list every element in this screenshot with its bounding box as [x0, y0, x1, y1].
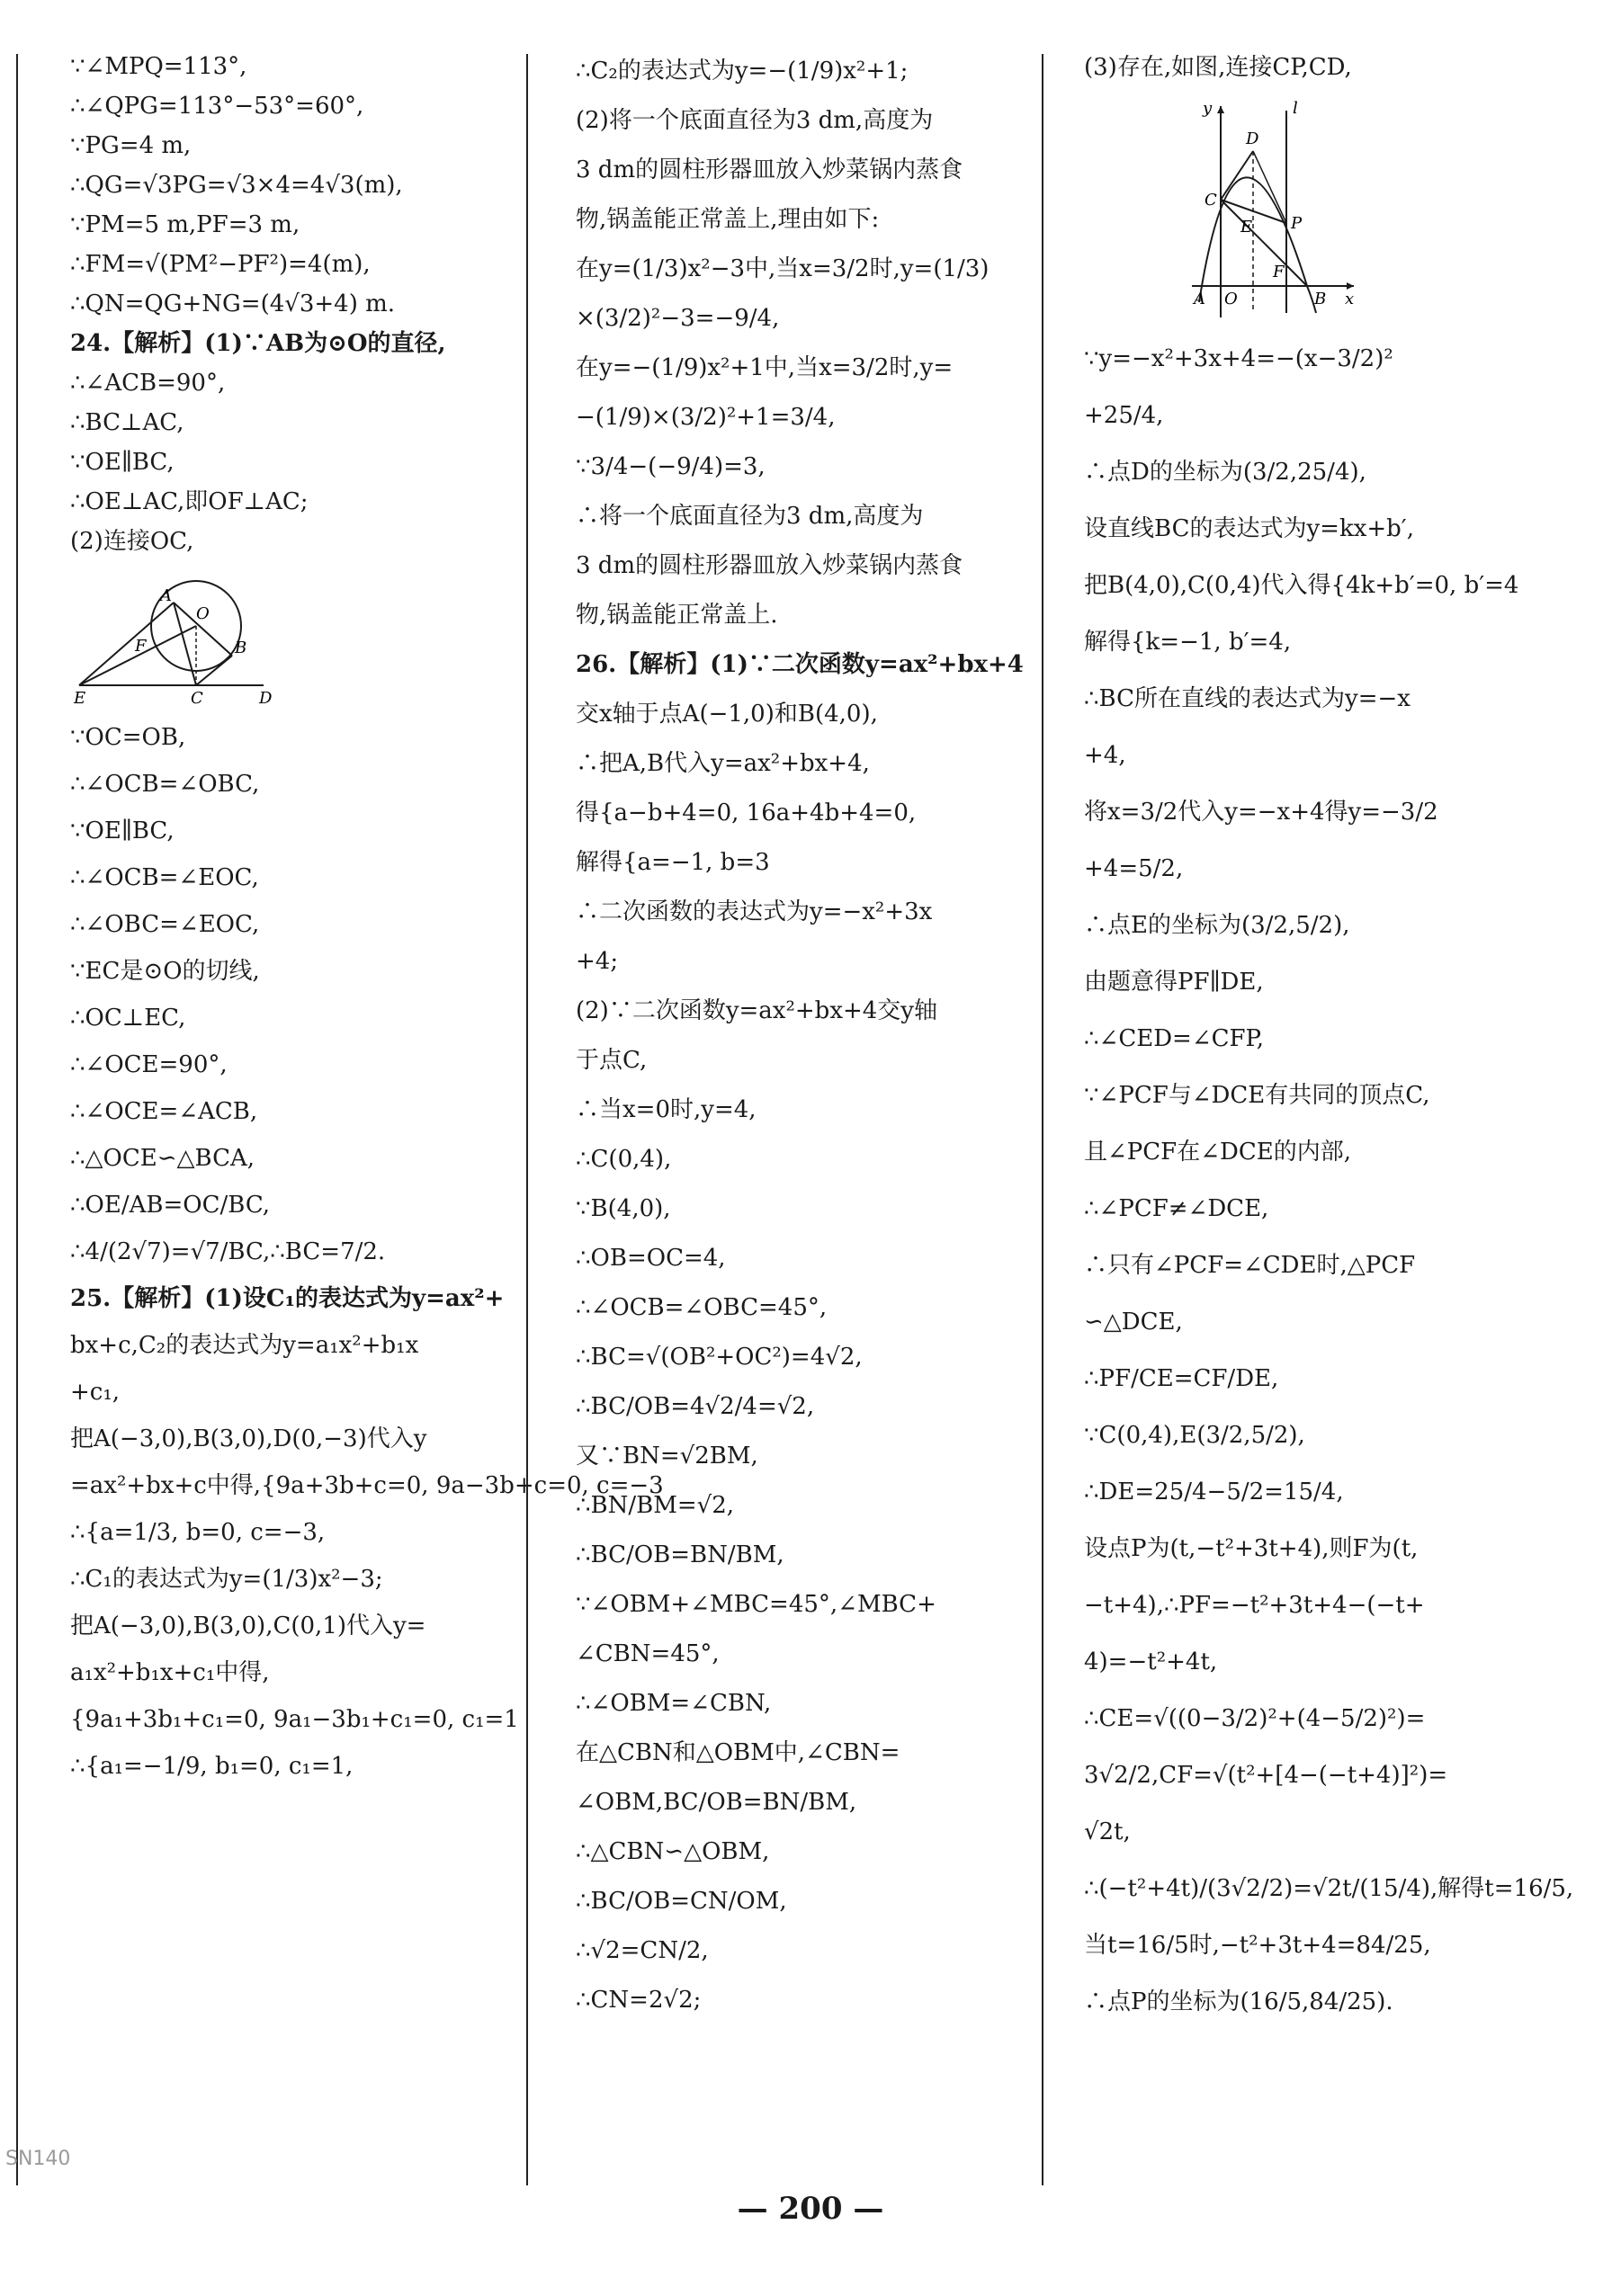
- text-line: +c₁,: [70, 1379, 121, 1406]
- text-line: −(1/9)×(3/2)²+1=3/4,: [576, 404, 836, 431]
- text-line: ∴PF/CE=CF/DE,: [1084, 1365, 1279, 1392]
- label-C: C: [1205, 191, 1217, 210]
- text-line: ∴C(0,4),: [576, 1146, 672, 1173]
- label-C: C: [191, 689, 203, 705]
- text-line: ∵B(4,0),: [576, 1195, 671, 1222]
- text-line: −t+4),∴PF=−t²+3t+4−(−t+: [1084, 1592, 1425, 1619]
- text-line: ∴∠OCB=∠EOC,: [70, 864, 259, 891]
- text-line: 26.【解析】(1)∵二次函数y=ax²+bx+4: [576, 651, 1024, 678]
- label-E: E: [74, 689, 86, 705]
- text-line: 解得{k=−1, b′=4,: [1084, 629, 1292, 656]
- solution-lines-a: [70, 47, 515, 561]
- text-line: 由题意得PF∥DE,: [1084, 969, 1264, 996]
- text-line: 3 dm的圆柱形器皿放入炒菜锅内蒸食: [576, 552, 963, 579]
- text-line: ∴BN/BM=√2,: [576, 1492, 735, 1519]
- text-line: ∴∠OCE=90°,: [70, 1051, 228, 1078]
- text-line: 24.【解析】(1)∵AB为⊙O的直径,: [70, 330, 446, 357]
- label-F: F: [1273, 263, 1285, 281]
- label-B: B: [235, 639, 247, 657]
- circle-tangent-diagram: [70, 570, 286, 705]
- text-line: ∵OC=OB,: [70, 724, 186, 751]
- text-line: ∵OE∥BC,: [70, 449, 175, 476]
- text-line: 于点C,: [576, 1047, 648, 1074]
- text-line: {9a₁+3b₁+c₁=0, 9a₁−3b₁+c₁=0, c₁=1: [70, 1706, 519, 1733]
- text-line: ∴点D的坐标为(3/2,25/4),: [1084, 459, 1366, 486]
- text-line: ∴OE/AB=OC/BC,: [70, 1192, 271, 1219]
- axis-label-x: x: [1345, 290, 1355, 308]
- text-line: 在y=(1/3)x²−3中,当x=3/2时,y=(1/3): [576, 255, 990, 282]
- text-line: ∴∠OBC=∠EOC,: [70, 911, 260, 938]
- text-line: ∴√2=CN/2,: [576, 1937, 709, 1964]
- text-line: 将x=3/2代入y=−x+4得y=−3/2: [1084, 799, 1438, 826]
- label-B: B: [1314, 290, 1327, 308]
- text-line: ×(3/2)²−3=−9/4,: [576, 305, 780, 332]
- text-line: ∴只有∠PCF=∠CDE时,△PCF: [1084, 1252, 1416, 1279]
- text-line: 得{a−b+4=0, 16a+4b+4=0,: [576, 800, 917, 826]
- text-line: 在△CBN和△OBM中,∠CBN=: [576, 1739, 900, 1766]
- text-line: =ax²+bx+c中得,{9a+3b+c=0, 9a−3b+c=0, c=−3: [70, 1472, 664, 1499]
- text-line: ∴QN=QG+NG=(4√3+4) m.: [70, 290, 396, 317]
- text-line: ∴∠PCF≠∠DCE,: [1084, 1195, 1269, 1222]
- text-line: ∴∠OBM=∠CBN,: [576, 1690, 772, 1717]
- label-E: E: [1240, 218, 1253, 237]
- text-line: ∵EC是⊙O的切线,: [70, 958, 260, 985]
- text-line: ∴BC/OB=CN/OM,: [576, 1888, 787, 1915]
- text-line: ∵C(0,4),E(3/2,5/2),: [1084, 1422, 1305, 1449]
- text-line: 且∠PCF在∠DCE的内部,: [1084, 1139, 1351, 1166]
- column-divider-1: [526, 54, 528, 2185]
- label-D: D: [259, 689, 273, 705]
- text-line: 3√2/2,CF=√(t²+[4−(−t+4)]²)=: [1084, 1762, 1448, 1789]
- text-line: ∴△OCE∽△BCA,: [70, 1145, 255, 1172]
- solution-lines: [1084, 331, 1574, 2031]
- text-line: ∴把A,B代入y=ax²+bx+4,: [576, 750, 870, 777]
- text-line: 4)=−t²+4t,: [1084, 1648, 1218, 1675]
- text-line: (2)∵二次函数y=ax²+bx+4交y轴: [576, 997, 937, 1024]
- text-line: ∴∠OCE=∠ACB,: [70, 1098, 258, 1125]
- parabola-figure: [1183, 97, 1534, 322]
- text-line: ∴{a₁=−1/9, b₁=0, c₁=1,: [70, 1753, 354, 1780]
- text-line: ∴将一个底面直径为3 dm,高度为: [576, 503, 924, 530]
- text-line: ∴△CBN∽△OBM,: [576, 1838, 770, 1865]
- column-divider-2: [1042, 54, 1043, 2185]
- text-line: ∴∠OCB=∠OBC=45°,: [576, 1294, 828, 1321]
- text-line: ∴BC=√(OB²+OC²)=4√2,: [576, 1344, 863, 1371]
- text-line: ∴OB=OC=4,: [576, 1245, 726, 1272]
- text-line: ∴∠QPG=113°−53°=60°,: [70, 93, 364, 120]
- label-D: D: [1246, 130, 1259, 148]
- text-line: 把A(−3,0),B(3,0),D(0,−3)代入y: [70, 1425, 427, 1452]
- text-line: ∵OE∥BC,: [70, 817, 175, 844]
- label-A: A: [1194, 290, 1205, 308]
- text-line: ∠CBN=45°,: [576, 1640, 720, 1667]
- page-number: — 200 —: [737, 2191, 884, 2227]
- text-line: 25.【解析】(1)设C₁的表达式为y=ax²+: [70, 1285, 505, 1312]
- text-line: 解得{a=−1, b=3: [576, 849, 770, 876]
- text-line: ∴{a=1/3, b=0, c=−3,: [70, 1519, 326, 1546]
- text-line: ∴CN=2√2;: [576, 1987, 702, 2014]
- label-O: O: [1224, 290, 1238, 308]
- label-P: P: [1291, 214, 1303, 233]
- solution-lines: [576, 47, 1024, 2025]
- text-line: ∠OBM,BC/OB=BN/BM,: [576, 1789, 857, 1816]
- text-line: ∴BC/OB=BN/BM,: [576, 1541, 784, 1568]
- text-line: ∴CE=√((0−3/2)²+(4−5/2)²)=: [1084, 1705, 1426, 1732]
- text-line: ∵y=−x²+3x+4=−(x−3/2)²: [1084, 345, 1393, 372]
- text-line: 把B(4,0),C(0,4)代入得{4k+b′=0, b′=4: [1084, 572, 1519, 599]
- text-line: 交x轴于点A(−1,0)和B(4,0),: [576, 701, 878, 728]
- text-line: +4=5/2,: [1084, 855, 1184, 882]
- label-O: O: [196, 604, 210, 623]
- text-line: (2)连接OC,: [70, 528, 194, 555]
- text-line: ∴BC/OB=4√2/4=√2,: [576, 1393, 815, 1420]
- text-line: ∴OC⊥EC,: [70, 1005, 186, 1032]
- text-line: ∴BC所在直线的表达式为y=−x: [1084, 685, 1411, 712]
- text-line: 物,锅盖能正常盖上,理由如下:: [576, 206, 880, 233]
- text-line: ∴C₁的表达式为y=(1/3)x²−3;: [70, 1566, 383, 1593]
- text-line: ∴4/(2√7)=√7/BC,∴BC=7/2.: [70, 1238, 386, 1265]
- text-line: ∴点P的坐标为(16/5,84/25).: [1084, 1988, 1393, 2015]
- text-line: ∵PM=5 m,PF=3 m,: [70, 211, 300, 238]
- text-line: +25/4,: [1084, 402, 1164, 429]
- text-line: 当t=16/5时,−t²+3t+4=84/25,: [1084, 1932, 1431, 1959]
- column-divider-left: [16, 54, 18, 2185]
- text-line: ∴(−t²+4t)/(3√2/2)=√2t/(15/4),解得t=16/5,: [1084, 1875, 1574, 1902]
- text-line: ∴∠ACB=90°,: [70, 370, 226, 397]
- text-line: ∴DE=25/4−5/2=15/4,: [1084, 1479, 1344, 1505]
- parabola-diagram: [1183, 97, 1363, 322]
- text-line: ∵PG=4 m,: [70, 132, 192, 159]
- text-line: bx+c,C₂的表达式为y=a₁x²+b₁x: [70, 1332, 419, 1359]
- label-F: F: [135, 637, 147, 656]
- text-line: 物,锅盖能正常盖上.: [576, 602, 778, 629]
- text-line: ∽△DCE,: [1084, 1309, 1183, 1336]
- column-2: [576, 47, 1024, 2025]
- text-line: ∴∠OCB=∠OBC,: [70, 771, 260, 798]
- text-line: 设直线BC的表达式为y=kx+b′,: [1084, 515, 1414, 542]
- label-l: l: [1293, 99, 1298, 118]
- text-line: ∴∠CED=∠CFP,: [1084, 1025, 1265, 1052]
- text-line: 又∵BN=√2BM,: [576, 1443, 758, 1470]
- text-line: ∴FM=√(PM²−PF²)=4(m),: [70, 251, 371, 278]
- text-line: ∵∠MPQ=113°,: [70, 53, 247, 80]
- text-line: ∵∠OBM+∠MBC=45°,∠MBC+: [576, 1591, 936, 1618]
- circle-figure: [70, 570, 515, 705]
- text-line: ∵∠PCF与∠DCE有共同的顶点C,: [1084, 1082, 1430, 1109]
- text-line: ∴BC⊥AC,: [70, 409, 184, 436]
- text-line: a₁x²+b₁x+c₁中得,: [70, 1659, 270, 1686]
- text-line: √2t,: [1084, 1818, 1131, 1845]
- text-line: (2)将一个底面直径为3 dm,高度为: [576, 107, 934, 134]
- text-line: ∵3/4−(−9/4)=3,: [576, 453, 766, 480]
- text-line: ∴QG=√3PG=√3×4=4√3(m),: [70, 172, 403, 199]
- part-3-heading: (3)存在,如图,连接CP,CD,: [1084, 54, 1352, 81]
- text-line: ∴点E的坐标为(3/2,5/2),: [1084, 912, 1350, 939]
- text-line: +4,: [1084, 742, 1126, 769]
- text-line: ∴C₂的表达式为y=−(1/9)x²+1;: [576, 58, 909, 85]
- text-line: 把A(−3,0),B(3,0),C(0,1)代入y=: [70, 1613, 426, 1639]
- axis-label-y: y: [1203, 99, 1213, 118]
- text-line: ∴二次函数的表达式为y=−x²+3x: [576, 898, 933, 925]
- text-line: ∴OE⊥AC,即OF⊥AC;: [70, 488, 309, 515]
- text-line: ∴当x=0时,y=4,: [576, 1096, 757, 1123]
- text-line: 在y=−(1/9)x²+1中,当x=3/2时,y=: [576, 354, 954, 381]
- column-3: [1084, 47, 1574, 2031]
- text-line: 设点P为(t,−t²+3t+4),则F为(t,: [1084, 1535, 1419, 1562]
- text-line: 3 dm的圆柱形器皿放入炒菜锅内蒸食: [576, 156, 963, 183]
- label-A: A: [160, 586, 172, 605]
- corner-mark: SN140: [5, 2148, 71, 2170]
- text-line: +4;: [576, 948, 619, 975]
